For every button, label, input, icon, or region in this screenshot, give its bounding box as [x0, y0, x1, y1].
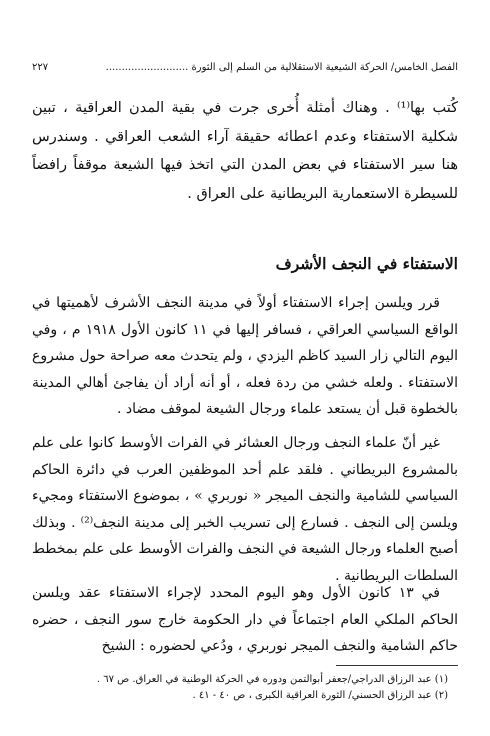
running-title: الفصل الخامس/ الحركة الشيعية الاستقلالية من السلم إلى الثورة .......................... — [105, 62, 458, 73]
paragraph-2-text: قرر ويلسن إجراء الاستفتاء أولاً في مدينة النجف الأشرف لأهميتها في الواقع السياسي العراقي ، فسافر إليها في ١١ كانون الأول ١٩١٨ م ، وفي اليوم التالي زار السيد كاظم اليزدي ، ولم يتحدث معه صراحة حول مشروع الاستفتاء . ولعله خشي من ردة فعله ، أو أنه أراد أن يفاجئ أهالي المدينة بالخطوة قبل أن يستعد علماء ورجال الشيعة لموقف مضاد . — [32, 295, 458, 417]
paragraph-3 — [32, 430, 458, 589]
footnote-1: (١) عبد الرزاق الدراجي/جعفر أبوالتمن ودوره في الحركة الوطنية في العراق. ص ٦٧ . — [96, 674, 448, 685]
paragraph-2 — [32, 290, 458, 423]
paragraph-1 — [32, 94, 458, 208]
running-header — [32, 62, 458, 73]
page-number: ٢٢٧ — [32, 62, 49, 73]
paragraph-1-text: كُتب بها⁽¹⁾ . وهناك أمثلة أُخرى جرت في بقية المدن العراقية ، تبين شكلية الاستفتاء وعدم اعطائه حقيقة آراء الشعب العراقي . وسندرس هنا سير الاستفتاء في بعض المدن التي اتخذ فيها الشيعة موقفاً رافضاً للسيطرة الاستعمارية البريطانية على العراق . — [32, 100, 459, 202]
footnote-2: (٢) عبد الرزاق الحسني/ الثورة العراقية الكبرى ، ص ٤٠ - ٤١ . — [192, 690, 448, 701]
section-heading: الاستفتاء في النجف الأشرف — [275, 254, 458, 273]
paragraph-3-text: غير أنّ علماء النجف ورجال العشائر في الفرات الأوسط كانوا على علم بالمشروع البريطاني . فلقد علم أحد الموظفين العرب في دائرة الحاكم السياسي للشامية والنجف الميجر « نوربري » ، بموضوع الاستفتاء ومجيء ويلسن إلى النجف . فسارع إلى تسريب الخبر إلى مدينة النجف⁽²⁾ . وبذلك أصبح العلماء ورجال الشيعة في النجف والفرات الأوسط على علم بمخطط السلطات البريطانية . — [32, 435, 458, 584]
paragraph-4 — [32, 580, 458, 660]
paragraph-4-text: في ١٣ كانون الأول وهو اليوم المحدد لإجراء الاستفتاء عقد ويلسن الحاكم الملكي العام اجتماعاً في دار الحكومة خارج سور النجف ، حضره حاكم الشامية والنجف الميجر نوربري ، ودُعي لحضوره : الشيخ — [32, 585, 458, 654]
footnotes — [32, 672, 458, 704]
footnote-divider — [336, 665, 458, 666]
